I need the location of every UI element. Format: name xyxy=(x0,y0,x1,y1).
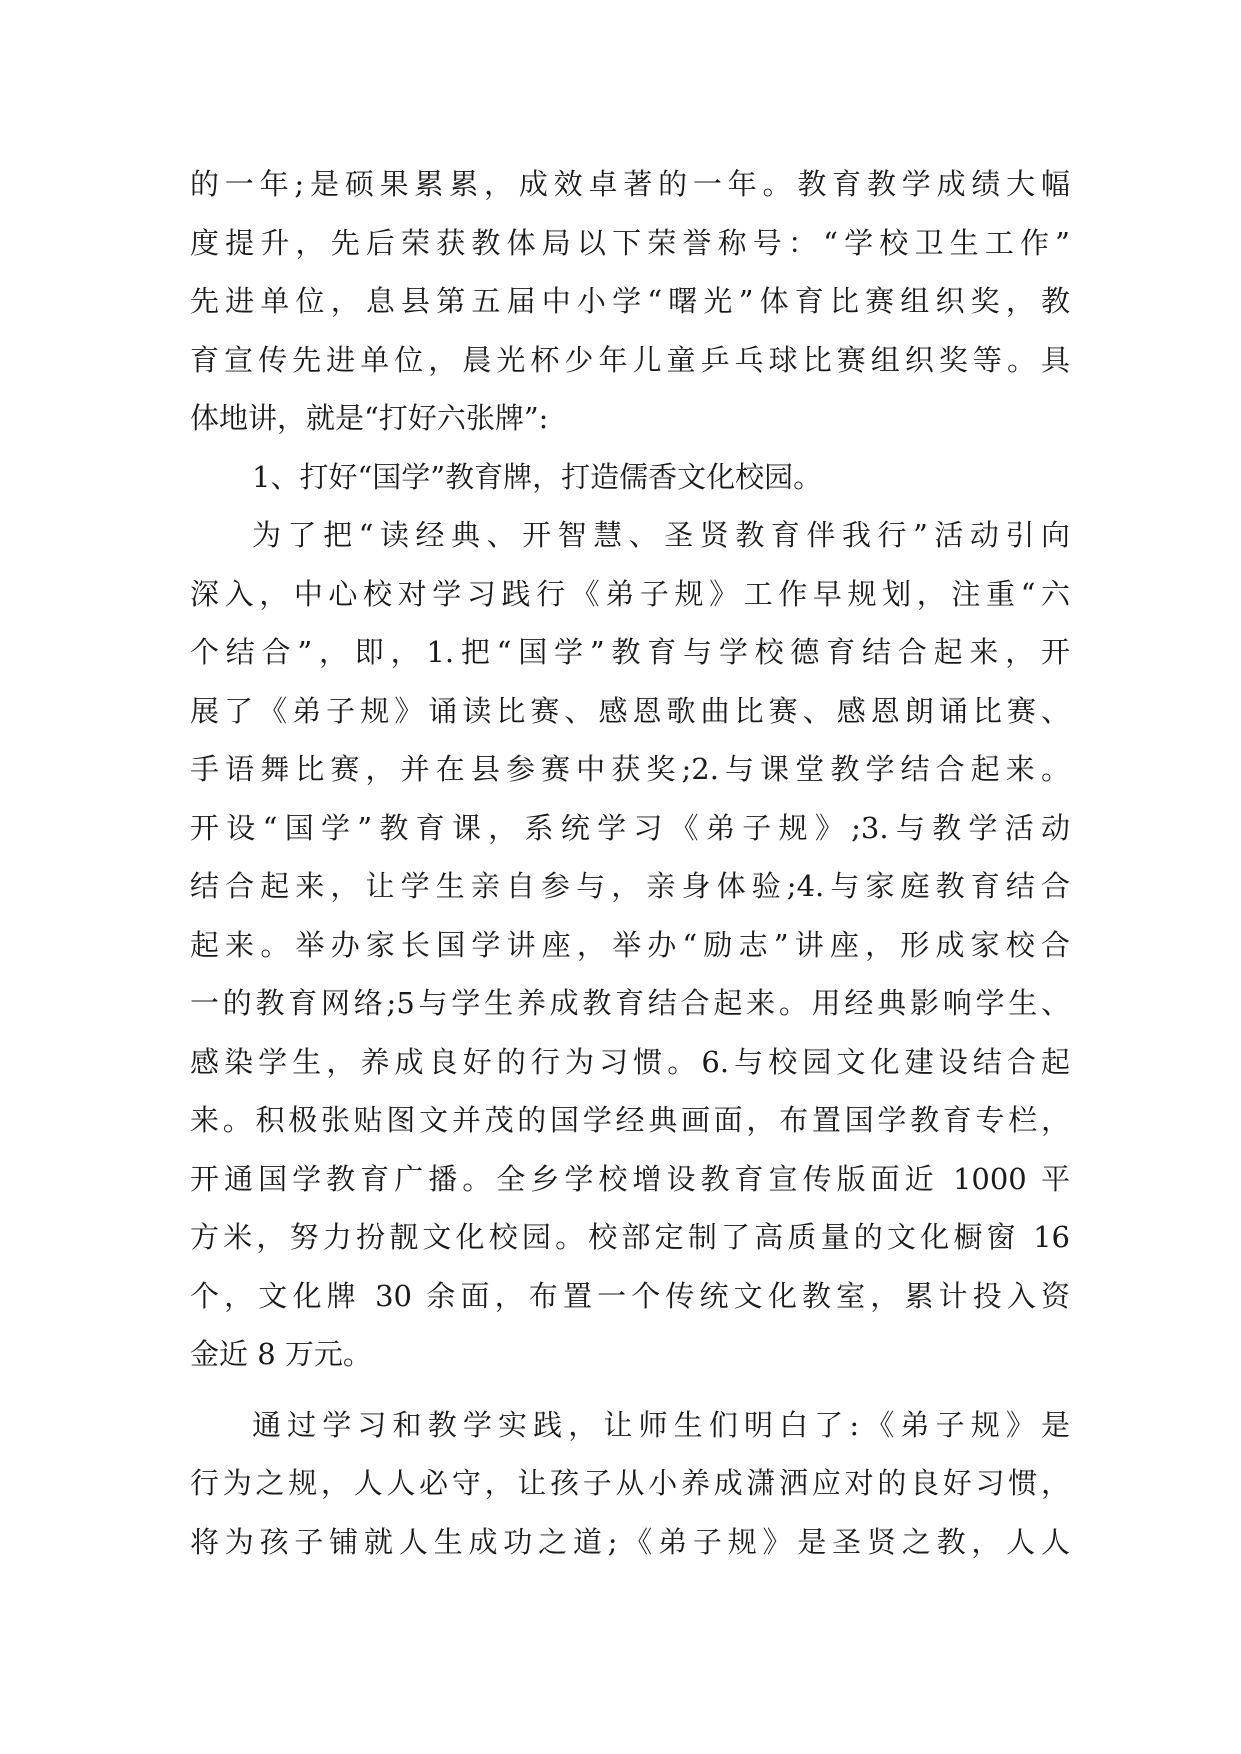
text-line: 先进单位，息县第五届中小学“曙光”体育比赛组织奖，教 xyxy=(190,284,1070,318)
text-line: 深入，中心校对学习践行《弟子规》工作早规划，注重“六 xyxy=(190,576,1070,611)
text-line: 育宣传先进单位，晨光杯少年儿童乒乓球比赛组织奖等。具 xyxy=(190,342,1070,377)
text-line: 将为孩子铺就人生成功之道;《弟子规》是圣贤之教，人人 xyxy=(190,1524,1070,1559)
text-line: 行为之规，人人必守，让孩子从小养成潇洒应对的良好习惯， xyxy=(190,1466,1070,1500)
text-line: 体地讲，就是“打好六张牌”: xyxy=(190,401,549,435)
text-line: 结合起来，让学生亲自参与，亲身体验;4.与家庭教育结合 xyxy=(190,869,1070,903)
text-line: 手语舞比赛，并在县参赛中获奖;2.与课堂教学结合起来。 xyxy=(190,752,1070,786)
text-line: 感染学生，养成良好的行为习惯。6.与校园文化建设结合起 xyxy=(190,1044,1070,1079)
text-line: 金近 8 万元。 xyxy=(190,1337,372,1371)
text-line: 个结合”，即，1.把“国学”教育与学校德育结合起来，开 xyxy=(190,635,1070,669)
text-line: 展了《弟子规》诵读比赛、感恩歌曲比赛、感恩朗诵比赛、 xyxy=(190,693,1070,728)
text-line: 的一年;是硕果累累，成效卓著的一年。教育教学成绩大幅 xyxy=(190,167,1070,201)
text-line: 个，文化牌 30 余面，布置一个传统文化教室，累计投入资 xyxy=(190,1278,1070,1313)
text-line: 1、打好“国学”教育牌，打造儒香文化校园。 xyxy=(252,459,823,494)
text-line: 方米，努力扮靓文化校园。校部定制了高质量的文化橱窗 16 xyxy=(190,1220,1070,1254)
text-line: 一的教育网络;5与学生养成教育结合起来。用经典影响学生、 xyxy=(190,986,1070,1020)
text-line: 开设“国学”教育课，系统学习《弟子规》;3.与教学活动 xyxy=(190,810,1070,845)
text-line: 起来。举办家长国学讲座，举办“励志”讲座，形成家校合 xyxy=(190,927,1070,962)
text-line: 通过学习和教学实践，让师生们明白了:《弟子规》是 xyxy=(252,1407,1070,1442)
body-text xyxy=(190,155,1070,1571)
text-line: 来。积极张贴图文并茂的国学经典画面，布置国学教育专栏， xyxy=(190,1103,1070,1137)
text-line: 开通国学教育广播。全乡学校增设教育宣传版面近 1000 平 xyxy=(190,1161,1070,1196)
text-line: 度提升，先后荣获教体局以下荣誉称号：“学校卫生工作” xyxy=(190,225,1070,260)
text-line: 为了把“读经典、开智慧、圣贤教育伴我行”活动引向 xyxy=(252,518,1070,552)
